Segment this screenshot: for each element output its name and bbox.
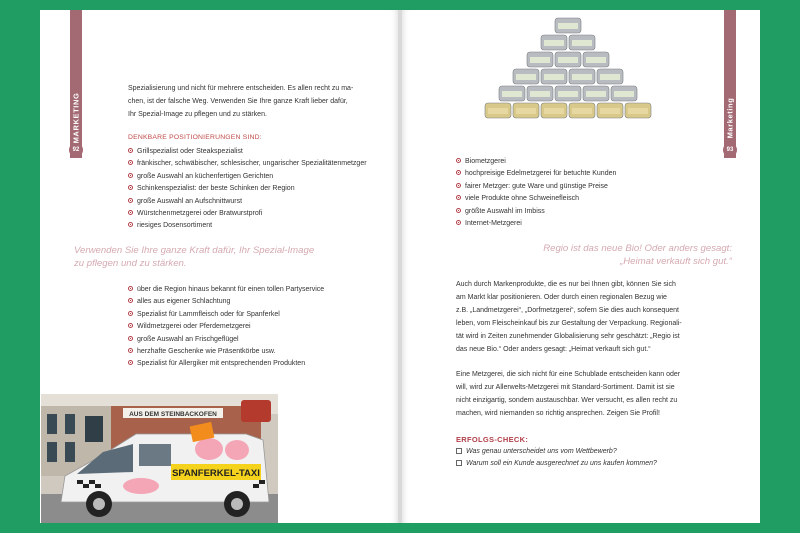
can-label: [544, 40, 564, 46]
bullet-icon: [128, 286, 133, 291]
can-label: [544, 74, 564, 80]
paragraph-brands: [456, 278, 706, 356]
can-label: [628, 108, 648, 114]
list-item: viele Produkte ohne Schweinefleisch: [456, 193, 616, 205]
page-number-left: 92: [69, 143, 83, 157]
bullet-icon: [456, 208, 461, 213]
list-item: hochpreisige Edelmetzgerei für betuchte Kunden: [456, 168, 616, 180]
bullet-icon: [128, 173, 133, 178]
list-item: Spezialist für Lammfleisch oder für Spanferkel: [128, 309, 324, 321]
list-item: Wildmetzgerei oder Pferdemetzgerei: [128, 321, 324, 333]
can-label: [530, 57, 550, 63]
positioning-heading: DENKBARE POSITIONIERUNGEN SIND:: [128, 134, 262, 141]
text-line: Spezialisierung und nicht für mehrere entscheiden. Es allen recht zu ma-: [128, 85, 354, 92]
quote-line: Verwenden Sie Ihre ganze Kraft dafür, Ihr Spezial-Image: [74, 245, 315, 256]
bullet-icon: [128, 185, 133, 190]
cans-pyramid-photo: [458, 10, 678, 130]
check-item: Warum soll ein Kunde ausgerechnet zu uns kaufen kommen?: [456, 458, 657, 470]
spanferkel-taxi-photo: [41, 394, 278, 523]
text-line: Auch durch Markenprodukte, die es nur bei Ihnen gibt, können Sie sich: [456, 281, 676, 288]
can-label: [516, 108, 536, 114]
can-label: [600, 74, 620, 80]
bullet-icon: [128, 160, 133, 165]
left-page: [40, 10, 398, 523]
bullet-icon: [128, 222, 133, 227]
text-line: Eine Metzgerei, die sich nicht für eine Schublade entscheiden kann oder: [456, 371, 681, 378]
check-list: [456, 446, 657, 470]
list-item: große Auswahl an Aufschnittwurst: [128, 196, 367, 208]
intro-paragraph: [128, 82, 378, 121]
quote-line: „Heimat verkauft sich gut.“: [620, 256, 732, 267]
list-item: Biometzgerei: [456, 156, 616, 168]
list-item: herzhafte Geschenke wie Präsentkörbe usw.: [128, 346, 324, 358]
list-item: größte Auswahl im Imbiss: [456, 206, 616, 218]
text-line: tät wird in Zeiten zunehmender Globalisierung sehr geschätzt: „Regio ist: [456, 333, 680, 340]
bullet-icon: [128, 311, 133, 316]
text-line: machen, wird niemanden so richtig ansprechen. Zeigen Sie Profil!: [456, 410, 660, 417]
check-heading: ERFOLGS-CHECK:: [456, 435, 529, 444]
van-sign-text: SPANFERKEL-TAXI: [172, 468, 260, 479]
can-label: [558, 91, 578, 97]
can-label: [488, 108, 508, 114]
list-item: riesiges Dosensortiment: [128, 220, 367, 232]
can-label: [530, 91, 550, 97]
checkbox-icon[interactable]: [456, 460, 462, 466]
section-tab-right: [724, 10, 736, 158]
text-line: nicht einzigartig, sondern austauschbar. Wer versucht, es allen recht zu: [456, 397, 678, 404]
section-tab-label: Marketing: [725, 97, 735, 139]
checkbox-icon[interactable]: [456, 448, 462, 454]
section-tab-label: MARKETING: [71, 92, 81, 144]
cans-illustration: [458, 10, 678, 130]
list-item: Schinkenspezialist: der beste Schinken der Region: [128, 183, 367, 195]
check-item: Was genau unterscheidet uns vom Wettbewerb?: [456, 446, 657, 458]
can-label: [614, 91, 634, 97]
list-item: große Auswahl an küchenfertigen Gerichten: [128, 171, 367, 183]
bullet-icon: [128, 323, 133, 328]
list-item: Grillspezialist oder Steakspezialist: [128, 146, 367, 158]
can-label: [502, 91, 522, 97]
bullet-icon: [128, 210, 133, 215]
butcher-logo: [241, 400, 271, 422]
list-item: Spezialist für Allergiker mit entsprechenden Produkten: [128, 358, 324, 370]
list-item: große Auswahl an Frischgeflügel: [128, 334, 324, 346]
van-illustration: [41, 394, 278, 523]
bullet-icon: [456, 170, 461, 175]
list-item: Würstchenmetzgerei oder Bratwurstprofi: [128, 208, 367, 220]
list-item: fränkischer, schwäbischer, schlesischer, ungarischer Spezialitätenmetzger: [128, 158, 367, 170]
text-line: will, wird zur Allerwelts-Metzgerei mit Standard-Sortiment. Damit ist sie: [456, 384, 675, 391]
can-label: [516, 74, 536, 80]
list-item: alles aus eigener Schlachtung: [128, 296, 324, 308]
bullet-icon: [128, 336, 133, 341]
section-tab-left: [70, 10, 82, 158]
bullet-icon: [128, 148, 133, 153]
bullet-icon: [128, 298, 133, 303]
text-line: das neue Bio.“ Oder anders gesagt: „Heimat verkauft sich gut.“: [456, 346, 651, 353]
bullet-icon: [128, 360, 133, 365]
page-number-right: 93: [723, 143, 737, 157]
list-item: Internet-Metzgerei: [456, 218, 616, 230]
bullet-icon: [456, 220, 461, 225]
bullet-icon: [128, 348, 133, 353]
bullet-icon: [456, 183, 461, 188]
positioning-list-1: [128, 146, 367, 233]
text-line: am Markt klar positionieren. Oder durch einen regionalen Bezug wie: [456, 294, 667, 301]
can-label: [572, 40, 592, 46]
text-line: Ihr Spezial-Image zu pflegen und zu stärken.: [128, 111, 267, 118]
bullet-icon: [456, 195, 461, 200]
can-label: [572, 74, 592, 80]
paragraph-profile: [456, 368, 706, 420]
pull-quote-right: [432, 242, 732, 268]
can-label: [586, 91, 606, 97]
can-label: [558, 57, 578, 63]
text-line: z.B. „Landmetzgerei“, „Dorfmetzgerei“, sofern Sie dies auch konsequent: [456, 307, 679, 314]
can-label: [558, 23, 578, 29]
quote-line: Regio ist das neue Bio! Oder anders gesagt:: [543, 243, 732, 254]
building-sign-text: AUS DEM STEINBACKOFEN: [129, 411, 217, 418]
can-label: [572, 108, 592, 114]
can-label: [586, 57, 606, 63]
pull-quote-left: [74, 244, 374, 270]
positioning-list-3: [456, 156, 616, 230]
can-label: [600, 108, 620, 114]
list-item: über die Region hinaus bekannt für einen tollen Partyservice: [128, 284, 324, 296]
bullet-icon: [456, 158, 461, 163]
quote-line: zu pflegen und zu stärken.: [74, 258, 187, 269]
text-line: leben, vom Fleischeinkauf bis zur Gestaltung der Verpackung. Regionali-: [456, 320, 682, 327]
right-page: [402, 10, 760, 523]
can-label: [544, 108, 564, 114]
positioning-list-2: [128, 284, 324, 371]
bullet-icon: [128, 198, 133, 203]
list-item: fairer Metzger: gute Ware und günstige Preise: [456, 181, 616, 193]
text-line: chen, ist der falsche Weg. Verwenden Sie Ihre ganze Kraft lieber dafür,: [128, 98, 348, 105]
